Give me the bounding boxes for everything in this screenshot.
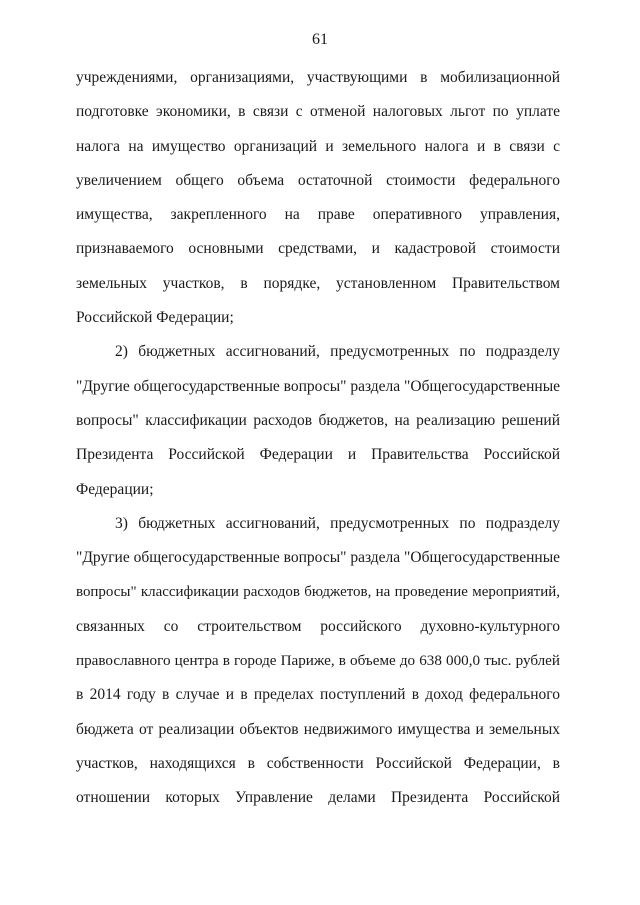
text-line: земельных участков, в порядке, установленном Правительством [76,274,560,292]
text-line: вопросы" классификации расходов бюджетов, на проведение мероприятий, [76,584,560,601]
text-line: в 2014 году в случае и в пределах поступлений в доход федерального [76,686,560,704]
paragraph-start-line: 2) бюджетных ассигнований, предусмотренных по подразделу [115,343,560,361]
text-line: "Другие общегосударственные вопросы" раздела "Общегосударственные [76,549,560,567]
text-line: вопросы" классификации расходов бюджетов, на реализацию решений [76,411,560,429]
document-text [76,61,560,816]
paragraph-end-line: Федерации; [76,480,154,498]
text-line: православного центра в городе Париже, в объеме до 638 000,0 тыс. рублей [76,653,560,670]
text-line: "Другие общегосударственные вопросы" раздела "Общегосударственные [76,377,560,395]
text-line: налога на имущество организаций и земельного налога и в связи с [76,137,560,155]
text-line: связанных со строительством российского духовно-культурного [76,617,560,635]
text-line: учреждениями, организациями, участвующими в мобилизационной [76,69,560,86]
text-line: увеличением общего объема остаточной стоимости федерального [76,171,560,189]
paragraph-end-line: Российской Федерации; [76,309,234,327]
text-line: участков, находящихся в собственности Российской Федерации, в [76,754,560,772]
text-line: Президента Российской Федерации и Правительства Российской [76,446,560,464]
page-number: 61 [312,31,328,48]
text-line: имущества, закрепленного на праве оперативного управления, [76,206,560,224]
text-line: признаваемого основными средствами, и кадастровой стоимости [76,240,560,258]
text-line: подготовке экономики, в связи с отменой налоговых льгот по уплате [76,103,560,121]
paragraph-start-line: 3) бюджетных ассигнований, предусмотренных по подразделу [115,514,560,532]
text-line: бюджета от реализации объектов недвижимого имущества и земельных [76,720,560,738]
text-line: отношении которых Управление делами Президента Российской [76,789,560,807]
